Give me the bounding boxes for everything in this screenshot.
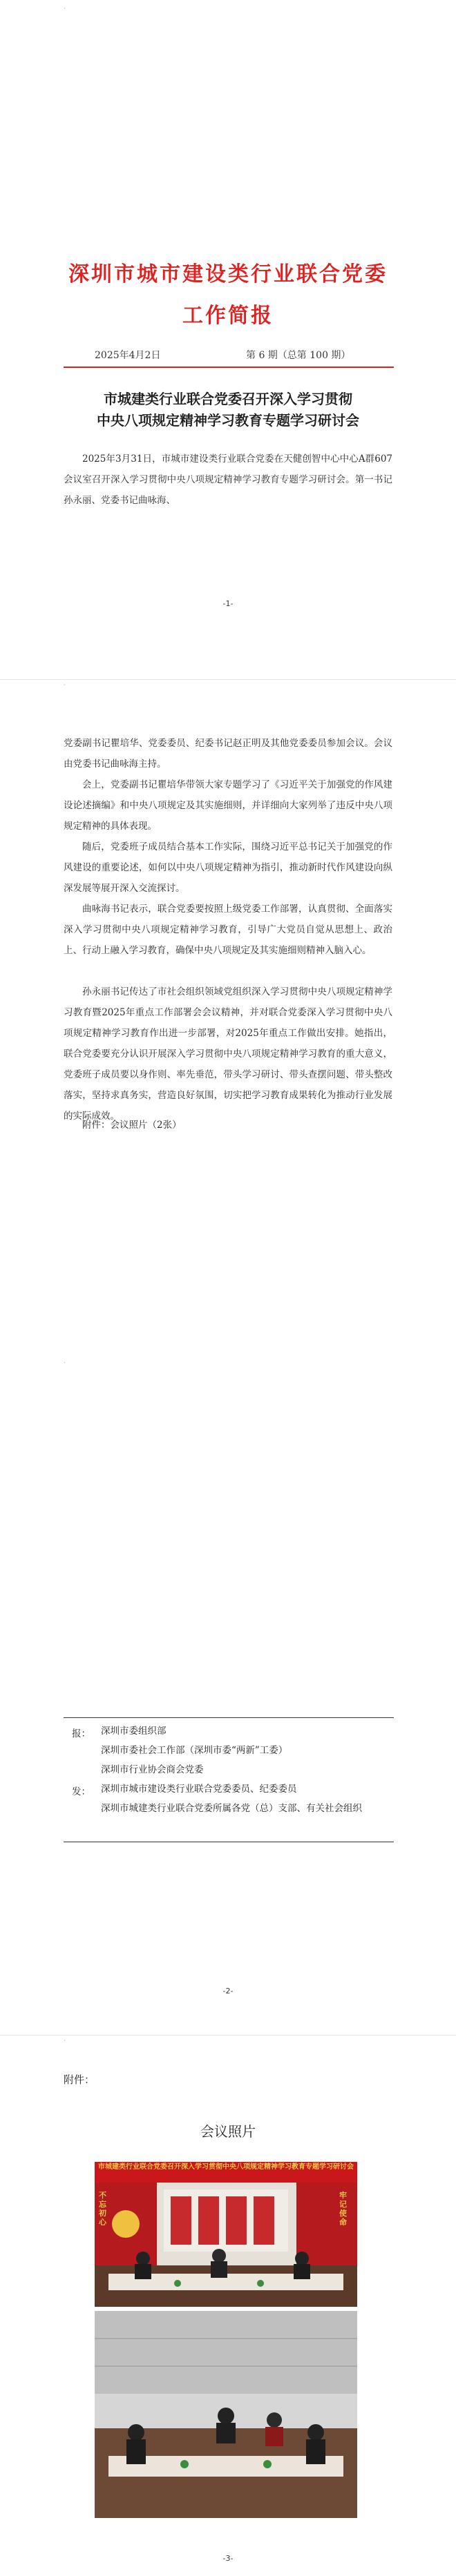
article-paragraph: 曲咏海书记表示，联合党委要按照上级党委工作部署，认真贯彻、全面落实深入学习贯彻中央八项规定精神学习教育，引导广大党员自觉从思想上、政治上、行动上融入学习教育，确保中央八项规定及其实施细则精神入脑入心。 xyxy=(64,904,392,956)
article-paragraph: 孙永丽书记传达了市社会组织领域党组织深入学习贯彻中央八项规定精神学习教育暨2025年重点工作部署会会议精神，并对联合党委深入学习贯彻中央八项规定精神学习教育作出进一步部署，对2025年重点工作做出安排。她指出，联合党委要充分认识开展深入学习贯彻中央八项规定精神学习教育的重大意义，党委班子成员要以身作则、率先垂范，带头学习研讨、带头查摆问题、带头整改落实，坚持求真务实，营造良好氛围，切实把学习教育成果转化为推动行业发展的实际成效。 xyxy=(64,986,392,1122)
wall-slogan-left: 不忘初心 xyxy=(99,2191,106,2227)
attachment-label: 附件： xyxy=(64,2074,95,2086)
meeting-photo-1 xyxy=(95,2162,357,2307)
page-corner-mark: · xyxy=(64,1360,66,1366)
page-corner-mark: · xyxy=(64,682,66,688)
attachment-note: 附件：会议照片（2张） xyxy=(82,1120,182,1131)
cc-top-rule xyxy=(64,1717,394,1718)
wall-slogan-right: 牢记使命 xyxy=(339,2191,347,2227)
meeting-photo-1-scene xyxy=(95,2162,357,2307)
meeting-photo-2 xyxy=(95,2311,357,2518)
article-title-line-1: 市城建类行业联合党委召开深入学习贯彻 xyxy=(104,391,352,407)
page-corner-mark: · xyxy=(64,6,66,12)
page-number: -2- xyxy=(222,1987,234,1996)
meeting-photo-2-scene xyxy=(95,2311,357,2518)
send-label: 报： xyxy=(72,1728,91,1739)
article-paragraph: 党委副书记瞿培华、党委委员、纪委书记赵正明及其他党委委员参加会议。会议由党委书记曲咏海主持。 xyxy=(64,738,392,770)
article-paragraph: 2025年3月31日，市城市建设类行业联合党委在天健创智中心中心A群607会议室召开深入学习贯彻中央八项规定精神学习教育专题学习研讨会。第一书记孙永丽、党委书记曲咏海、 xyxy=(64,453,392,506)
page-separator xyxy=(0,679,456,680)
photo-banner: 市城建类行业联合党委召开深入学习贯彻中央八项规定精神学习教育专题学习研讨会 xyxy=(95,2162,357,2183)
dispatch-recipient: 深圳市城建类行业联合党委所属各党（总）支部、有关社会组织 xyxy=(101,1803,362,1814)
article-title-line-2: 中央八项规定精神学习教育专题学习研讨会 xyxy=(97,412,359,429)
header-divider xyxy=(64,367,394,368)
dispatch-recipient: 深圳市城市建设类行业联合党委委员、纪委委员 xyxy=(101,1784,297,1795)
issue-number: 第 6 期（总第 100 期） xyxy=(246,350,351,361)
send-recipient: 深圳市委社会工作部（深圳市委“两新”工委） xyxy=(101,1745,288,1756)
page-number: -3- xyxy=(222,2554,234,2563)
brief-title: 工作简报 xyxy=(182,304,274,328)
send-recipient: 深圳市委组织部 xyxy=(101,1726,167,1737)
org-title: 深圳市城市建设类行业联合党委 xyxy=(68,262,388,286)
article-paragraph: 会上，党委副书记瞿培华带领大家专题学习了《习近平关于加强党的作风建设论述摘编》和中央八项规定及其实施细则，并详细向大家列举了违反中央八项规定精神的具体表现。 xyxy=(64,779,392,832)
dispatch-label: 发： xyxy=(72,1786,91,1797)
send-recipient: 深圳市行业协会商会党委 xyxy=(101,1764,204,1775)
page-separator xyxy=(0,2035,456,2036)
article-paragraph: 随后，党委班子成员结合基本工作实际，围绕习近平总书记关于加强党的作风建设的重要论述，如何以中央八项规定精神为指引，推动新时代作风建设向纵深发展等展开深入交流探讨。 xyxy=(64,841,392,894)
photo-section-title: 会议照片 xyxy=(200,2123,256,2140)
page-number: -1- xyxy=(222,599,234,608)
issue-date: 2025年4月2日 xyxy=(95,350,161,361)
page-corner-mark: · xyxy=(64,2038,66,2044)
